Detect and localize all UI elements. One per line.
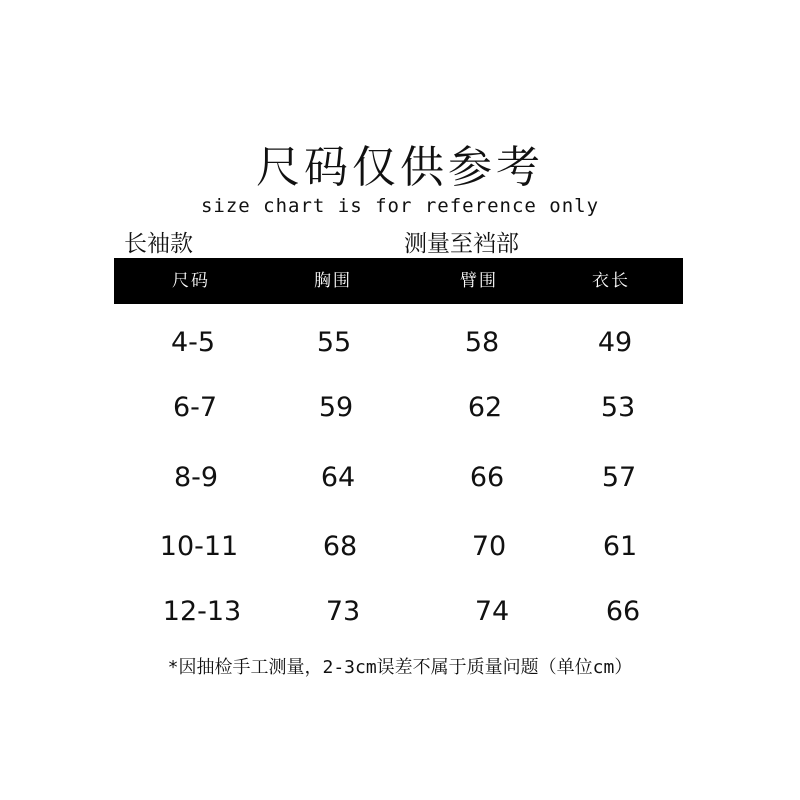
size-cell: 8-9	[173, 462, 219, 493]
size-cell: 12-13	[162, 596, 242, 627]
table-row	[0, 453, 800, 503]
chest-cell: 68	[322, 531, 358, 562]
chest-cell: 59	[318, 392, 354, 423]
table-row	[0, 383, 800, 433]
header-arm: 臂围	[460, 271, 498, 291]
table-row	[0, 522, 800, 572]
header-chest: 胸围	[314, 271, 352, 291]
length-cell: 53	[600, 392, 636, 423]
size-cell: 6-7	[172, 392, 218, 423]
measure-note: 测量至裆部	[404, 231, 519, 257]
style-label: 长袖款	[124, 231, 193, 257]
table-header	[114, 258, 683, 304]
arm-cell: 66	[469, 462, 505, 493]
arm-cell: 70	[471, 531, 507, 562]
page-subtitle: size chart is for reference only	[200, 195, 600, 217]
table-row	[0, 587, 800, 637]
size-cell: 4-5	[170, 327, 216, 358]
header-length: 衣长	[592, 271, 630, 291]
table-row	[0, 318, 800, 368]
header-size: 尺码	[172, 271, 210, 291]
page-title: 尺码仅供参考	[256, 142, 544, 193]
chest-cell: 55	[316, 327, 352, 358]
length-cell: 61	[602, 531, 638, 562]
length-cell: 57	[601, 462, 637, 493]
length-cell: 49	[597, 327, 633, 358]
arm-cell: 58	[464, 327, 500, 358]
length-cell: 66	[605, 596, 641, 627]
arm-cell: 74	[474, 596, 510, 627]
chest-cell: 64	[320, 462, 356, 493]
chest-cell: 73	[325, 596, 361, 627]
arm-cell: 62	[467, 392, 503, 423]
size-cell: 10-11	[159, 531, 239, 562]
footnote: *因抽检手工测量，2-3cm误差不属于质量问题（单位cm）	[167, 657, 633, 678]
